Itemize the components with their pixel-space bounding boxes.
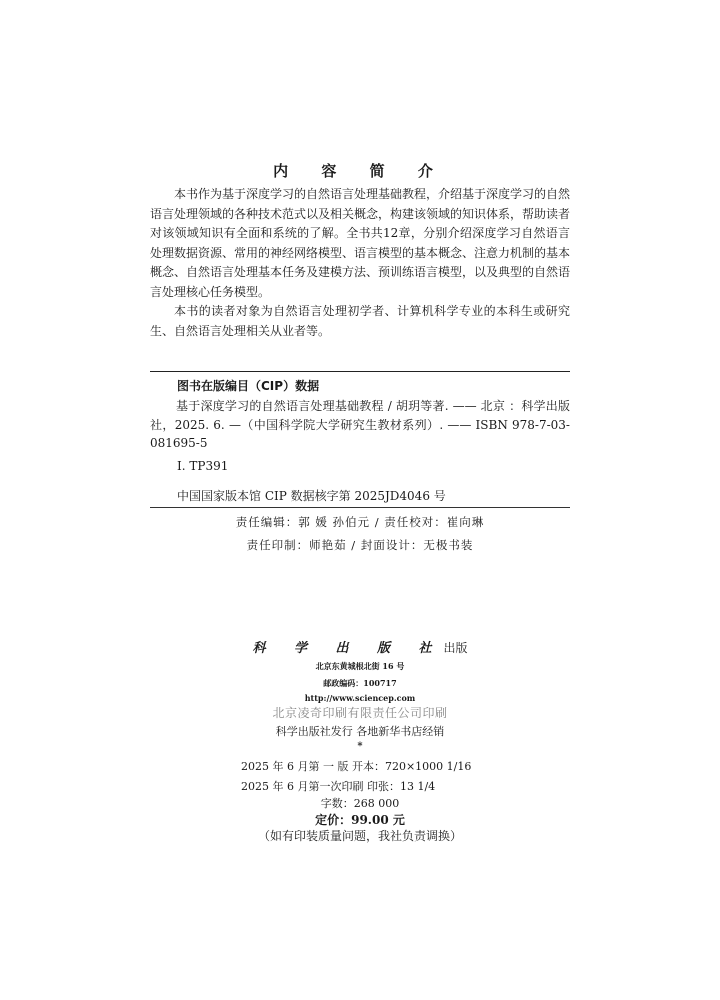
page-title: 内 容 简 介: [273, 162, 447, 180]
word-count: 字数：268 000: [320, 797, 400, 810]
printing-line: 2025 年 6 月第一次印刷 印张：13 1/4: [241, 780, 436, 793]
quality-note: （如有印装质量问题，我社负责调换）: [257, 829, 462, 843]
publisher-address: 北京东黄城根北街 16 号: [315, 661, 405, 671]
price: 定价：99.00 元: [315, 813, 405, 827]
postal-code: 邮政编码：100717: [323, 678, 397, 688]
cip-bottom-rule: [150, 507, 570, 508]
website: http://www.sciencep.com: [304, 693, 416, 703]
synopsis: [150, 185, 570, 341]
editors-line-1: 责任编辑：郭 媛 孙伯元 / 责任校对：崔向琳: [235, 515, 485, 529]
cip-number: 中国国家版本馆 CIP 数据核字第 2025JD4046 号: [177, 489, 446, 503]
edition-line: 2025 年 6 月第 一 版 开本：720×1000 1/16: [241, 760, 472, 773]
publisher-suffix: 出版: [443, 641, 468, 655]
synopsis-paragraph-1: 本书作为基于深度学习的自然语言处理基础教程，介绍基于深度学习的自然语言处理领域的各种技术范式以及相关概念，构建该领域的知识体系，帮助读者对该领域知识有全面和系统的了解。全书共12章，分别介绍深度学习自然语言处理数据资源、常用的神经网络模型、语言模型的基本概念、注意力机制的基本概念、自然语言处理基本任务及建模方法、预训练语言模型，以及典型的自然语言处理核心任务模型。: [150, 187, 571, 299]
synopsis-paragraph-2: 本书的读者对象为自然语言处理初学者、计算机科学专业的本科生或研究生、自然语言处理相关从业者等。: [150, 304, 570, 338]
cip-record: 基于深度学习的自然语言处理基础教程 / 胡玥等著. —— 北京 ：科学出版社，2025. 6. —（中国科学院大学研究生教材系列）. —— ISBN 978-7-03-081695-5: [150, 399, 570, 450]
cip-top-rule: [150, 371, 570, 372]
editors-line-2: 责任印制：师艳茹 / 封面设计：无极书装: [246, 538, 474, 552]
cip-header: 图书在版编目（CIP）数据: [177, 379, 320, 393]
separator-star: *: [357, 741, 363, 752]
publisher-name: 科 学 出 版 社: [252, 641, 444, 656]
publisher-line: [0, 637, 720, 656]
cip-classification: Ⅰ. TP391: [177, 459, 229, 473]
printer: 北京凌奇印刷有限责任公司印刷: [272, 706, 448, 720]
distribution: 科学出版社发行 各地新华书店经销: [275, 725, 445, 738]
